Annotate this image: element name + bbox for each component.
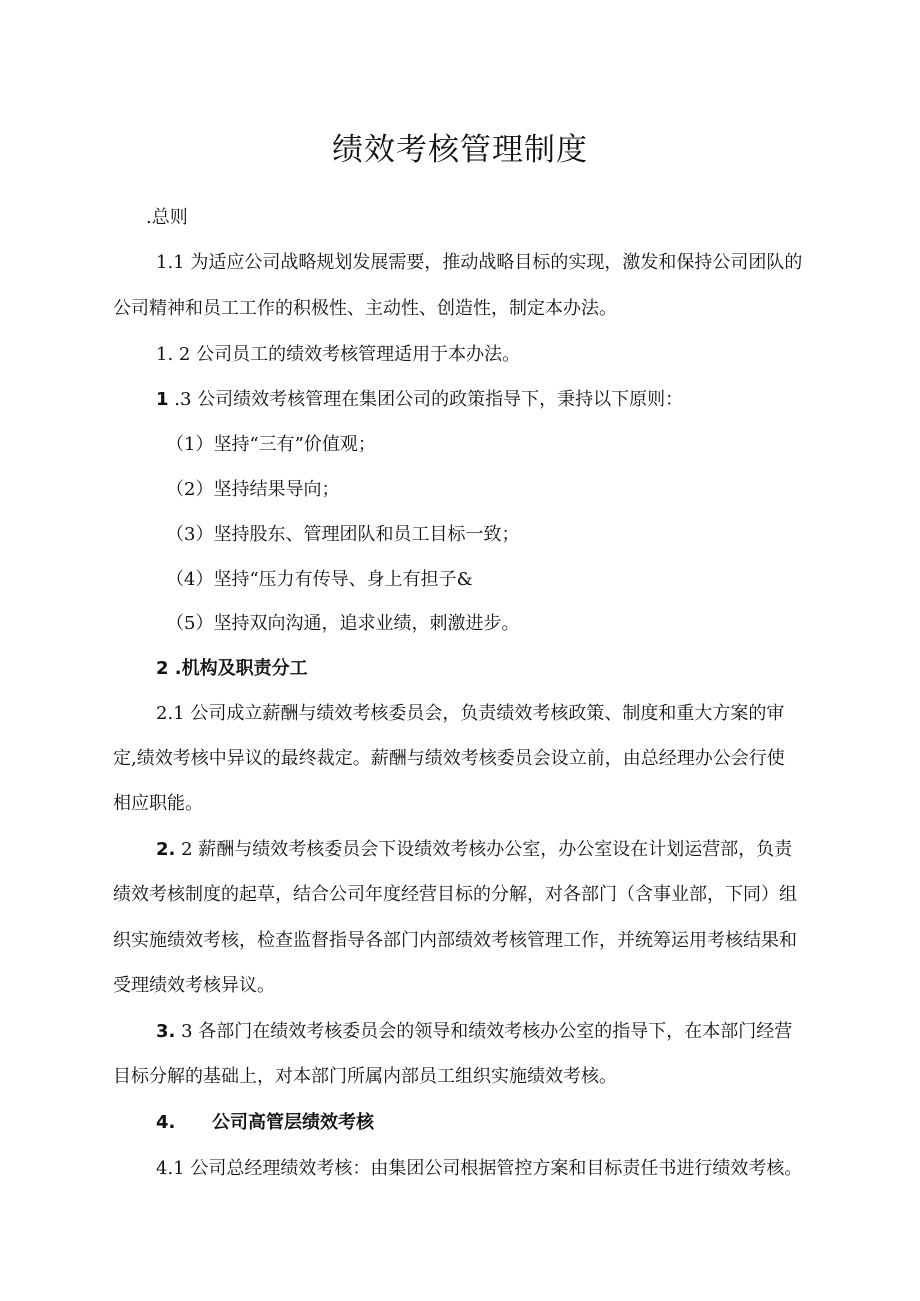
paragraph-2-1-line-1: 2.1 公司成立薪酬与绩效考核委员会，负责绩效考核政策、制度和重大方案的审 bbox=[156, 703, 785, 724]
paragraph-1-3 bbox=[156, 387, 683, 413]
paragraph-3-3-line-1 bbox=[156, 1019, 792, 1045]
paragraph-3-3-line-2: 目标分解的基础上，对本部门所属内部员工组织实施绩效考核。 bbox=[113, 1066, 617, 1087]
section-heading-executive bbox=[156, 1110, 374, 1136]
paragraph-number: 2. bbox=[156, 839, 176, 860]
principle-item-5: （5）坚持双向沟通，追求业绩，刺激进步。 bbox=[166, 613, 520, 634]
paragraph-2-2-line-3: 织实施绩效考核，检查监督指导各部门内部绩效考核管理工作，并统筹运用考核结果和 bbox=[113, 930, 797, 951]
paragraph-2-2-line-4: 受理绩效考核异议。 bbox=[113, 975, 275, 996]
paragraph-text: .3 公司绩效考核管理在集团公司的政策指导下，秉持以下原则： bbox=[168, 389, 684, 410]
paragraph-2-1-line-3: 相应职能。 bbox=[113, 793, 203, 814]
paragraph-text: 2 薪酬与绩效考核委员会下设绩效考核办公室，办公室设在计划运营部，负责 bbox=[175, 839, 793, 860]
paragraph-2-1-line-2: 定,绩效考核中异议的最终裁定。薪酬与绩效考核委员会设立前，由总经理办公会行使 bbox=[113, 748, 785, 769]
section-heading-organization: 2 .机构及职责分工 bbox=[156, 658, 308, 679]
paragraph-text: 3 各部门在绩效考核委员会的领导和绩效考核办公室的指导下，在本部门经营 bbox=[175, 1021, 793, 1042]
principle-item-1: （1）坚持“三有”价值观； bbox=[166, 434, 376, 455]
paragraph-1-2: 1. 2 公司员工的绩效考核管理适用于本办法。 bbox=[156, 344, 521, 365]
paragraph-2-2-line-2: 绩效考核制度的起草，结合公司年度经营目标的分解，对各部门（含事业部，下同）组 bbox=[113, 884, 797, 905]
document-title: 绩效考核管理制度 bbox=[332, 132, 588, 168]
paragraph-1-1-line-1: 1.1 为适应公司战略规划发展需要，推动战略目标的实现，激发和保持公司团队的 bbox=[156, 252, 803, 273]
paragraph-2-2-line-1 bbox=[156, 837, 792, 863]
paragraph-number: 3. bbox=[156, 1021, 176, 1042]
paragraph-4-1: 4.1 公司总经理绩效考核：由集团公司根据管控方案和目标责任书进行绩效考核。 bbox=[156, 1158, 803, 1179]
section-title: 公司高管层绩效考核 bbox=[212, 1112, 374, 1133]
section-heading-general: .总则 bbox=[146, 207, 188, 228]
section-number: 4. bbox=[156, 1112, 176, 1133]
principle-item-4: （4）坚持“压力有传导、身上有担子& bbox=[166, 569, 473, 590]
paragraph-number: 1 bbox=[156, 389, 169, 410]
principle-item-2: （2）坚持结果导向； bbox=[166, 479, 340, 500]
principle-item-3: （3）坚持股东、管理团队和员工目标一致； bbox=[166, 524, 520, 545]
paragraph-1-1-line-2: 公司精神和员工工作的积极性、主动性、创造性，制定本办法。 bbox=[113, 298, 617, 319]
